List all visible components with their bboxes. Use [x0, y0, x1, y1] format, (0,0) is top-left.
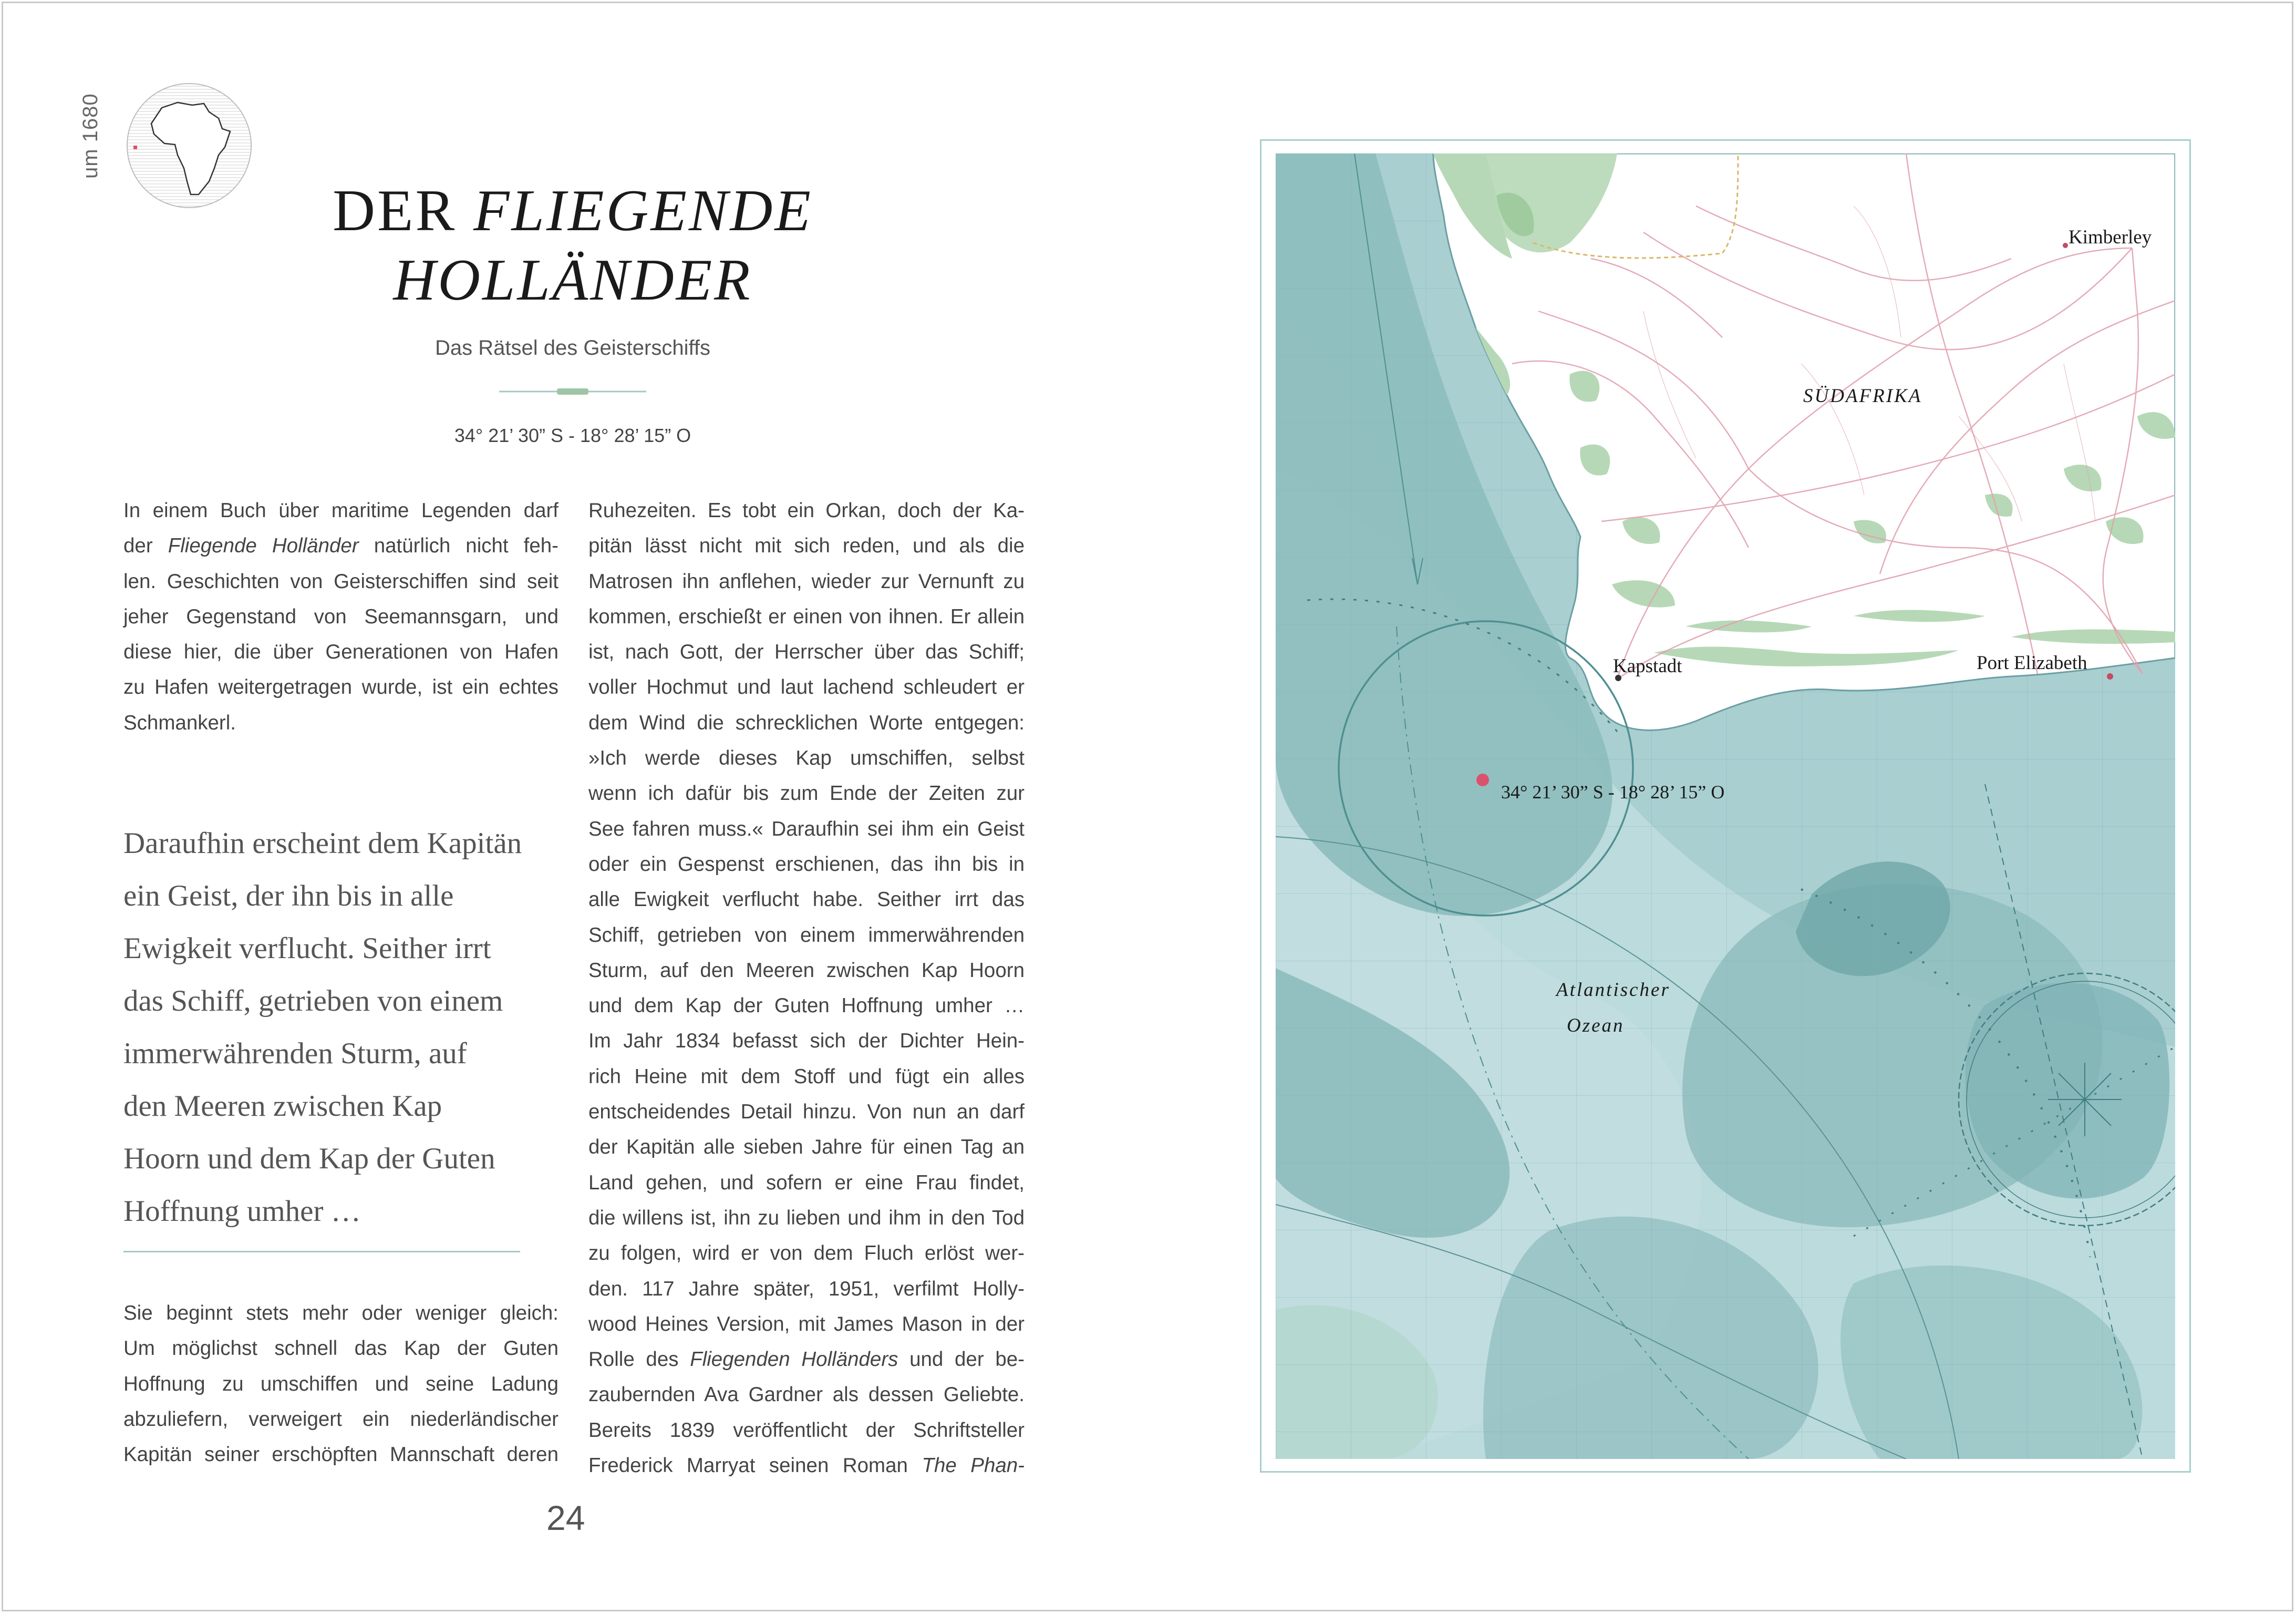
title-word-der: DER [333, 178, 457, 243]
text-line: In einem Buch über maritime Legenden darf [123, 499, 559, 522]
text-line: abzuliefern, verweigert ein niederländischer [123, 1407, 559, 1431]
text-line: Im Jahr 1834 befasst sich der Dichter Hein- [588, 1030, 1025, 1053]
text-column-1-top [123, 493, 559, 741]
text-line: Ruhezeiten. Es tobt ein Orkan, doch der Ka- [588, 499, 1025, 522]
text-line: die willens ist, ihn zu lieben und ihm in den Tod [588, 1206, 1025, 1229]
text-line: Schiff, getrieben von einem immerwährenden [588, 923, 1025, 947]
text-line: len. Geschichten von Geisterschiffen sind seit [123, 570, 559, 593]
coordinates-heading: 34° 21’ 30” S - 18° 28’ 15” O [454, 425, 691, 446]
quote-line: Ewigkeit verflucht. Seither irrt [123, 932, 491, 965]
divider-ornament [499, 386, 646, 397]
text-line: Schmankerl. [123, 711, 236, 734]
text-line: der Fliegende Holländer natürlich nicht feh- [123, 534, 559, 558]
text-line: den. 117 Jahre später, 1951, verfilmt Holly- [588, 1277, 1025, 1300]
text-line: der Kapitän alle sieben Jahre für einen Tag an [588, 1136, 1025, 1159]
text-line: zaubernden Ava Gardner als dessen Geliebte. [588, 1383, 1025, 1406]
quote-line: immerwährenden Sturm, auf [123, 1037, 467, 1070]
text-line: zu Hafen weitergetragen wurde, ist ein echtes [123, 676, 559, 699]
quote-line: ein Geist, der ihn bis in alle [123, 879, 454, 912]
map-label-position: 34° 21’ 30” S - 18° 28’ 15” O [1501, 782, 1725, 803]
map-label-kimberley: Kimberley [2069, 227, 2152, 248]
quote-line: Hoffnung umher … [123, 1195, 361, 1228]
text-line: wenn ich dafür bis zum Ende der Zeiten zur [588, 782, 1025, 805]
text-line: wood Heines Version, mit James Mason in der [588, 1312, 1025, 1335]
text-line: Bereits 1839 veröffentlicht der Schriftsteller [588, 1418, 1025, 1442]
globe-marker [133, 146, 137, 149]
text-line: pitän lässt nicht mit sich reden, und als die [588, 534, 1025, 558]
quote-line: Daraufhin erscheint dem Kapitän [123, 827, 522, 860]
quote-line: das Schiff, getrieben von einem [123, 984, 503, 1017]
text-line: kommen, erschießt er einen von ihnen. Er allein [588, 605, 1025, 628]
text-line: Frederick Marryat seinen Roman The Phan- [588, 1454, 1025, 1477]
text-line: diese hier, die über Generationen von Hafen [123, 641, 559, 664]
text-line: ist, nach Gott, der Herrscher über das Schiff; [588, 641, 1025, 664]
map-cape-of-good-hope [1276, 153, 2175, 1459]
subtitle: Das Rätsel des Geisterschiffs [435, 336, 710, 359]
year-label: um 1680 [79, 93, 102, 179]
text-line: jeher Gegenstand von Seemannsgarn, und [123, 605, 559, 628]
quote-line: Hoorn und dem Kap der Guten [123, 1142, 495, 1175]
text-column-2 [588, 493, 1025, 1483]
text-line: Sie beginnt stets mehr oder weniger gleich: [123, 1302, 559, 1324]
text-line: Sturm, auf den Meeren zwischen Kap Hoorn [588, 959, 1025, 982]
title-word-hollaender: HOLLÄNDER [393, 248, 752, 313]
title-word-fliegende: FLIEGENDE [473, 178, 813, 243]
quote-divider [123, 1251, 520, 1252]
text-line: »Ich werde dieses Kap umschiffen, selbst [588, 747, 1025, 770]
africa-globe-icon [125, 81, 254, 210]
map-label-country: SÜDAFRIKA [1803, 385, 1922, 407]
text-line: voller Hochmut und laut lachend schleudert er [588, 676, 1025, 699]
text-line: Rolle des Fliegenden Holländers und der be- [588, 1348, 1025, 1371]
map-label-port-elizabeth: Port Elizabeth [1977, 652, 2087, 674]
text-line: zu folgen, wird er von dem Fluch erlöst wer- [588, 1242, 1025, 1265]
text-line: alle Ewigkeit verflucht habe. Seither irrt das [588, 888, 1025, 911]
text-line: See fahren muss.« Daraufhin sei ihm ein Geist [588, 817, 1025, 840]
text-line: Land gehen, und sofern er eine Frau findet, [588, 1171, 1025, 1194]
text-line: dem Wind die schrecklichen Worte entgegen: [588, 711, 1025, 734]
text-line: und dem Kap der Guten Hoffnung umher … [588, 994, 1025, 1017]
text-line: Kapitän seiner erschöpften Mannschaft deren [123, 1443, 559, 1466]
text-line: Um möglichst schnell das Kap der Guten [123, 1337, 559, 1360]
text-line: oder ein Gespenst erschienen, das ihn bis in [588, 852, 1025, 876]
text-line: entscheidendes Detail hinzu. Von nun an darf [588, 1101, 1025, 1124]
page-number: 24 [546, 1498, 585, 1537]
quote-line: den Meeren zwischen Kap [123, 1089, 442, 1123]
map-label-ocean-1: Atlantischer [1556, 979, 1670, 1001]
map-label-kapstadt: Kapstadt [1613, 655, 1682, 677]
page-title [247, 176, 898, 315]
text-column-1-bottom [123, 1296, 559, 1472]
text-line: Hoffnung zu umschiffen und seine Ladung [123, 1372, 559, 1395]
map-label-ocean-2: Ozean [1567, 1015, 1625, 1036]
text-line: rich Heine mit dem Stoff und fügt ein alles [588, 1065, 1025, 1088]
text-line: Matrosen ihn anflehen, wieder zur Vernunft zu [588, 570, 1025, 593]
pull-quote [123, 817, 565, 1238]
